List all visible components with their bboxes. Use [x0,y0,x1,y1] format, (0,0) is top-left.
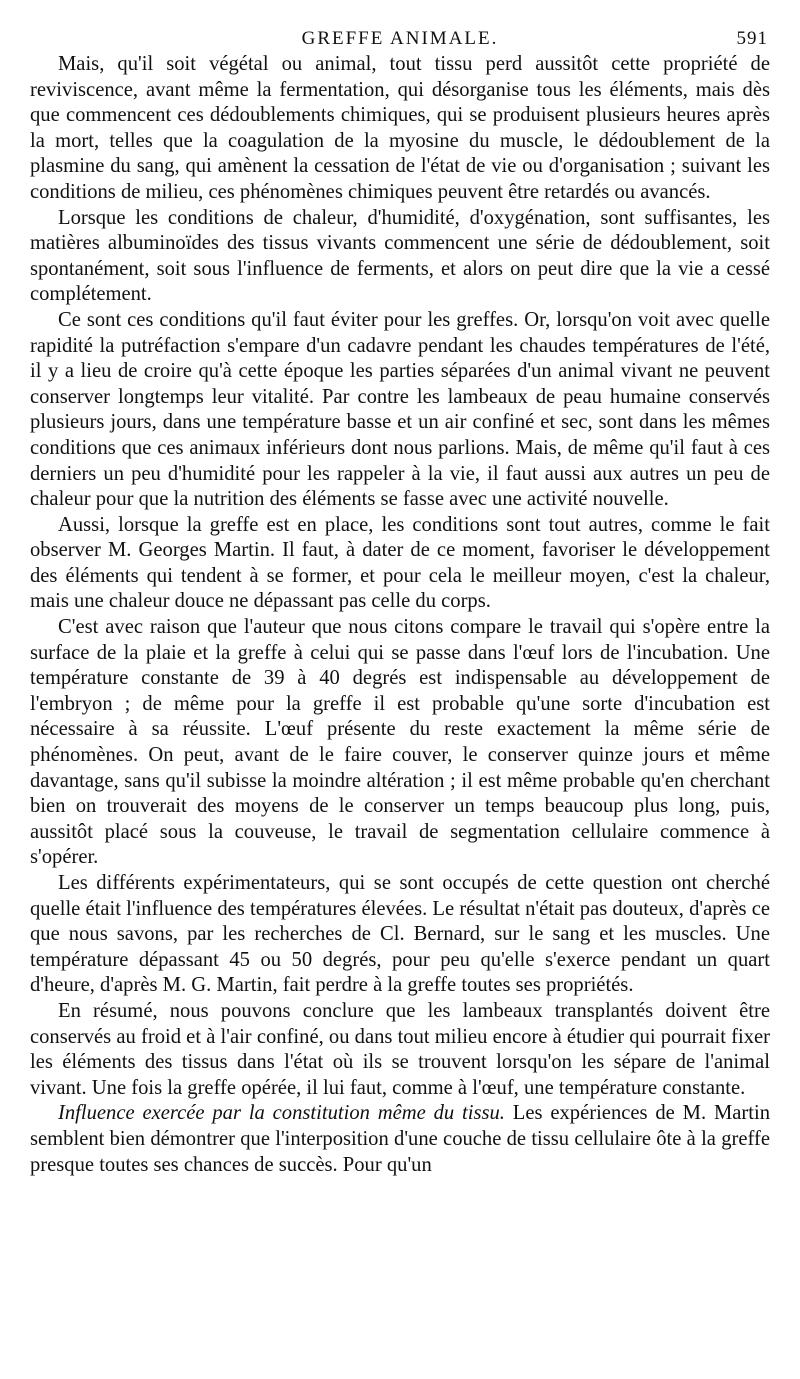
paragraph: En résumé, nous pouvons conclure que les lambeaux transplantés doivent être conservés au froid et à l'air confiné, ou dans tout milieu encore à étudier qui pourrait fixer les éléments des tissus dans l'état où ils se trouvent lorsqu'on les sépare de l'animal vivant. Une fois la greffe opérée, il lui faut, comme à l'œuf, une température constante. [30,999,770,1099]
paragraph: C'est avec raison que l'auteur que nous citons compare le travail qui s'opère entre la surface de la plaie et la greffe à celui qui se passe dans l'œuf lors de l'incubation. Une température constante de 39 à 40 degrés est indispensable au développement de l'embryon ; de même pour la greffe il est probable qu'une sorte d'incubation est nécessaire à sa réussite. L'œuf présente du reste exactement la même série de phénomènes. On peut, avant de le faire couver, le conserver quinze jours et même davantage, sans qu'il subisse la moindre altération ; il est même probable qu'en cherchant bien on trouverait des moyens de le conserver un temps beaucoup plus long, puis, aussitôt placé sous la couveuse, le travail de segmentation cellulaire commence à s'opérer. [30,616,770,869]
paragraph-text: Les expériences de M. Martin semblent bien démontrer que l'interposition d'une couche de tissu cellulaire ôte à la greffe presque toutes ses chances de succès. Pour qu'un [30,1102,770,1176]
section-lead: Influence exercée par la constitution même du tissu. [58,1102,505,1125]
paragraph: Ce sont ces conditions qu'il faut éviter pour les greffes. Or, lorsqu'on voit avec quelle rapidité la putréfaction s'empare d'un cadavre pendant les chaudes températures de l'été, il y a lieu de croire qu'à cette époque les parties séparées d'un animal vivant ne peuvent conserver longtemps leur vitalité. Par contre les lambeaux de peau humaine conservés plusieurs jours, dans une température basse et un air confiné et sec, sont dans les mêmes conditions que ces animaux inférieurs dont nous parlions. Mais, de même qu'il faut à ces derniers un peu d'humidité pour les rappeler à la vie, il faut aussi aux autres un peu de chaleur pour que la nutrition des éléments se fasse avec une activité nouvelle. [30,308,770,511]
paragraph-last [30,1101,770,1178]
paragraph: Les différents expérimentateurs, qui se sont occupés de cette question ont cherché quelle était l'influence des températures élevées. Le résultat n'était pas douteux, d'après ce que nous savons, par les recherches de Cl. Bernard, sur le sang et les muscles. Une température dépassant 45 ou 50 degrés, pour peu qu'elle s'exerce pendant un quart d'heure, d'après M. G. Martin, fait perdre à la greffe toutes ses propriétés. [30,872,770,997]
page-number: 591 [736,28,768,49]
running-title: GREFFE ANIMALE. [301,28,499,49]
paragraph: Aussi, lorsque la greffe est en place, les conditions sont tout autres, comme le fait observer M. Georges Martin. Il faut, à dater de ce moment, favoriser le développement des éléments qui tendent à se former, et pour cela le meilleur moyen, c'est la chaleur, mais une chaleur douce ne dépassant pas celle du corps. [30,513,770,613]
paragraph: Lorsque les conditions de chaleur, d'humidité, d'oxygénation, sont suffisantes, les matières albuminoïdes des tissus vivants commencent une série de dédoublement, soit spontanément, soit sous l'influence de ferments, et alors on peut dire que la vie a cessé complétement. [30,206,770,306]
book-page [30,18,770,1178]
running-head [30,18,770,52]
paragraph: Mais, qu'il soit végétal ou animal, tout tissu perd aussitôt cette propriété de reviviscence, avant même la fermentation, qui désorganise tous les éléments, mais dès que commencent ces dédoublements chimiques, qui se produisent plusieurs heures après la mort, telles que la coagulation de la myosine du muscle, le dédoublement de la plasmine du sang, qui amènent la cessation de l'état de vie ou d'organisation ; suivant les conditions de milieu, ces phénomènes chimiques peuvent être retardés ou avancés. [30,53,770,203]
body-text [30,52,770,1178]
